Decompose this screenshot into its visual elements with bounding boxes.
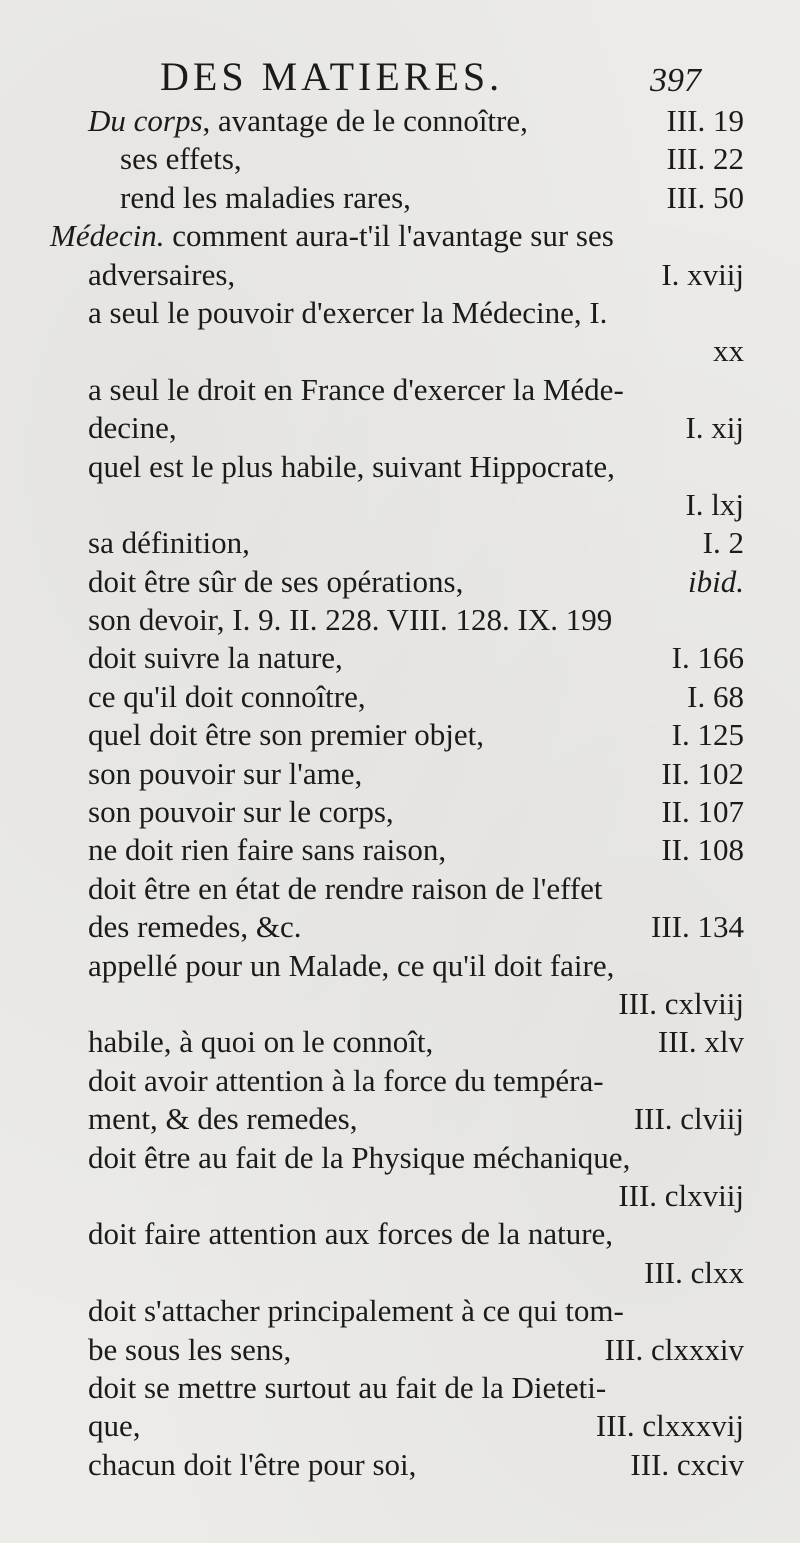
index-line [88, 524, 744, 562]
entry-text [88, 1139, 630, 1177]
entry-body: quel doit être son premier objet, [88, 717, 484, 753]
entry-text [120, 179, 411, 217]
entry-body: comment aura-t'il l'avantage sur ses [164, 218, 614, 254]
entry-text [88, 409, 177, 447]
index-line [88, 947, 744, 985]
entry-text [88, 947, 614, 985]
entry-body: que, [88, 1408, 141, 1444]
entry-text [88, 601, 612, 639]
entry-text [88, 1023, 433, 1061]
entry-text [618, 985, 744, 1023]
entry-body: chacun doit l'être pour soi, [88, 1446, 417, 1482]
entry-reference: I. xviij [661, 256, 744, 292]
index-line [88, 1331, 744, 1369]
index-line [88, 716, 744, 754]
entry-body: ment, & des remedes, [88, 1101, 358, 1137]
entry-text [88, 1407, 141, 1445]
entry-reference: II. 108 [661, 832, 744, 868]
entry-text [618, 1177, 744, 1215]
entry-text [88, 256, 235, 294]
entry-body: be sous les sens, [88, 1331, 292, 1367]
entry-reference: ibid. [688, 563, 744, 599]
index-line [88, 1292, 744, 1330]
entry-body: ne doit rien faire sans raison, [88, 832, 447, 868]
index-line [88, 985, 744, 1023]
entry-text [88, 755, 362, 793]
index-line [88, 1254, 744, 1292]
index-line [88, 601, 744, 639]
entry-text [88, 448, 615, 486]
entry-reference: III. clxxxiv [604, 1331, 744, 1367]
index-line [88, 332, 744, 370]
index-line [88, 755, 744, 793]
entry-reference: I. 68 [687, 678, 744, 714]
entry-body: appellé pour un Malade, ce qu'il doit faire, [88, 947, 615, 983]
entry-text [88, 678, 366, 716]
entry-body: doit se mettre surtout au fait de la Dieteti- [88, 1369, 607, 1405]
entry-body: III. clxviij [618, 1177, 744, 1213]
entry-body: son pouvoir sur l'ame, [88, 755, 363, 791]
entry-body: doit avoir attention à la force du tempéra- [88, 1062, 604, 1098]
entry-body: , avantage de le connoître, [202, 103, 528, 138]
entry-text [88, 1062, 604, 1100]
entry-body: a seul le pouvoir d'exercer la Médecine, I. [88, 294, 608, 330]
entry-body: son pouvoir sur le corps, [88, 794, 394, 830]
entry-text [88, 1292, 624, 1330]
index-line [88, 1215, 744, 1253]
entry-reference: I. 166 [671, 640, 744, 676]
index-line [88, 409, 744, 447]
index-line [88, 256, 744, 294]
index-line [88, 1023, 744, 1061]
index-line [88, 448, 744, 486]
page-header [0, 52, 800, 102]
entry-body: doit être au fait de la Physique méchanique, [88, 1139, 631, 1175]
index-line [88, 831, 744, 869]
entry-text [88, 371, 624, 409]
entry-reference: III. 134 [651, 909, 744, 945]
entry-body: quel est le plus habile, suivant Hippocrate, [88, 448, 615, 484]
entry-text [88, 102, 528, 140]
index-line [88, 1062, 744, 1100]
entry-reference: I. xij [685, 410, 744, 446]
running-title: DES MATIERES. [160, 54, 504, 99]
index-line [88, 1446, 744, 1484]
entry-text [88, 639, 343, 677]
entry-text [88, 524, 250, 562]
entry-text [88, 1446, 416, 1484]
index-line [88, 294, 744, 332]
entry-body: rend les maladies rares, [120, 179, 411, 215]
entry-text [88, 1369, 606, 1407]
index-line [88, 1407, 744, 1445]
index-line [88, 908, 744, 946]
entry-text [644, 1254, 744, 1292]
index-line [88, 102, 744, 140]
entry-body: doit s'attacher principalement à ce qui tom- [88, 1293, 624, 1329]
entry-reference: II. 102 [661, 755, 744, 791]
entry-text [88, 793, 394, 831]
index-line [88, 1369, 744, 1407]
entry-body: son devoir, I. 9. II. 228. VIII. 128. IX. 199 [88, 602, 613, 638]
entry-text [88, 831, 446, 869]
index-line [50, 217, 744, 255]
entry-body: doit suivre la nature, [88, 640, 343, 676]
index-line [120, 179, 744, 217]
index-line [88, 1177, 744, 1215]
entry-reference: I. 2 [702, 525, 744, 561]
index-line [88, 1139, 744, 1177]
entry-reference: II. 107 [661, 794, 744, 830]
index-line [88, 639, 744, 677]
index-line [88, 563, 744, 601]
entry-body: xx [713, 333, 744, 369]
entry-text [88, 716, 484, 754]
index-line [120, 140, 744, 178]
entry-body: III. clxx [644, 1254, 744, 1290]
entry-body: adversaires, [88, 256, 236, 292]
entry-reference: III. 22 [666, 141, 744, 177]
entry-body: habile, à quoi on le connoît, [88, 1024, 434, 1060]
entry-text [88, 563, 463, 601]
entry-reference: III. clxxxvij [595, 1408, 744, 1444]
entry-text [88, 1215, 613, 1253]
entry-text [50, 217, 614, 255]
entry-text [88, 908, 301, 946]
entry-reference: III. xlv [657, 1024, 744, 1060]
entry-body: I. lxj [685, 486, 744, 522]
entry-term: Médecin. [50, 218, 165, 254]
entry-reference: III. clviij [633, 1101, 744, 1137]
page-number: 397 [650, 62, 701, 99]
entry-body: ce qu'il doit connoître, [88, 678, 366, 714]
entry-body: sa définition, [88, 525, 250, 561]
index-line [88, 870, 744, 908]
index-entries [0, 102, 800, 1484]
entry-body: des remedes, &c. [88, 909, 302, 945]
entry-body: doit être sûr de ses opérations, [88, 563, 464, 599]
entry-body: doit être en état de rendre raison de l'effet [88, 870, 603, 906]
entry-text [88, 1100, 357, 1138]
entry-text [88, 870, 603, 908]
entry-reference: I. 125 [671, 717, 744, 753]
entry-text [685, 486, 744, 524]
entry-body: III. cxlviij [618, 985, 744, 1021]
index-line [88, 371, 744, 409]
entry-body: decine, [88, 410, 177, 446]
entry-body: a seul le droit en France d'exercer la Méde- [88, 371, 624, 407]
entry-reference: III. 50 [666, 179, 744, 215]
entry-body: ses effets, [120, 141, 242, 177]
index-line [88, 678, 744, 716]
entry-text [88, 294, 607, 332]
entry-body: doit faire attention aux forces de la nature, [88, 1216, 614, 1252]
entry-text [88, 1331, 291, 1369]
index-line [88, 1100, 744, 1138]
entry-text [713, 332, 744, 370]
entry-term: Du corps [88, 103, 203, 138]
entry-text [120, 140, 242, 178]
index-line [88, 793, 744, 831]
entry-reference: III. 19 [666, 103, 744, 138]
index-line [88, 486, 744, 524]
entry-reference: III. cxciv [630, 1446, 744, 1482]
